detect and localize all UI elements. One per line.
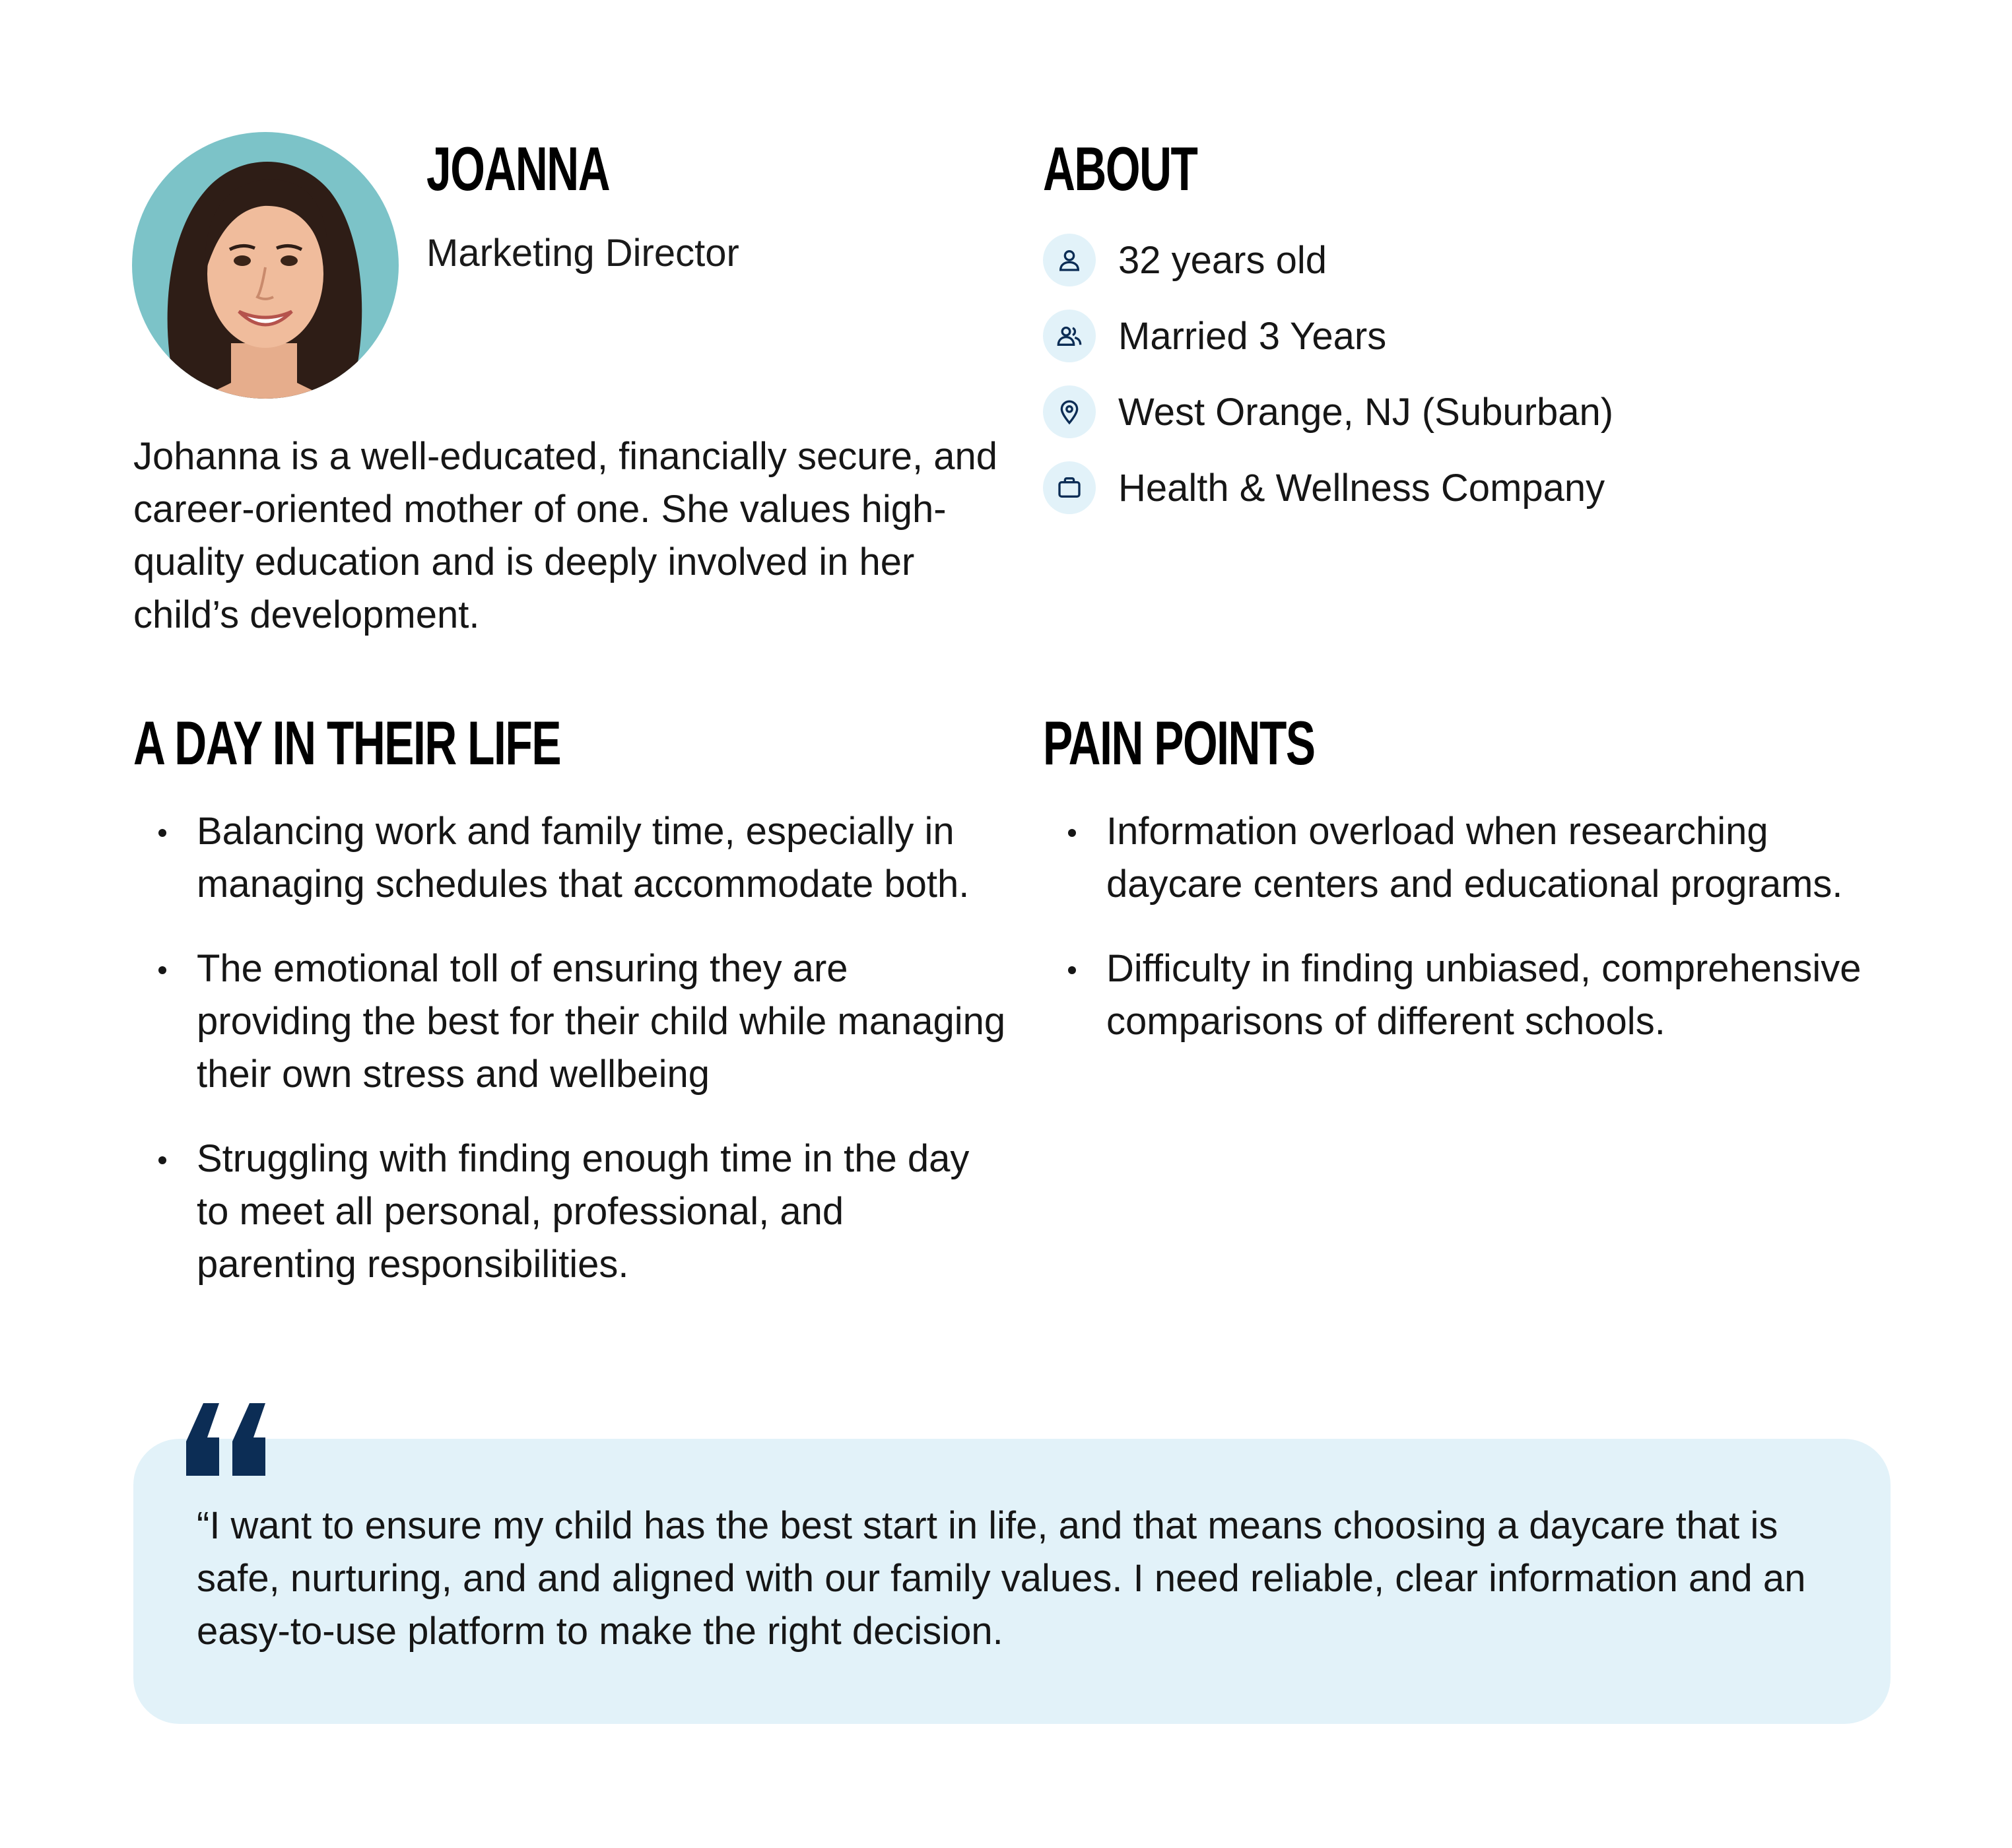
list-item-text: Balancing work and family time, especially in managing schedules that accommodate both. <box>197 810 970 906</box>
quote-mark-icon <box>186 1403 268 1476</box>
bullet-icon <box>158 1156 166 1164</box>
about-text: Health & Wellness Company <box>1118 466 1605 510</box>
bullet-icon <box>1068 829 1076 837</box>
list-item <box>133 1133 1011 1291</box>
list-item-text: Information overload when researching daycare centers and educational programs. <box>1106 810 1843 906</box>
list-item-text: The emotional toll of ensuring they are providing the best for their child while managing their own stress and wellbeing <box>197 947 1006 1096</box>
quote-text: “I want to ensure my child has the best start in life, and that means choosing a daycare that is safe, nurturing, and and aligned with our family values. I need reliable, clear information and an easy-to-use platform to make the right decision. <box>197 1504 1806 1653</box>
pain-points-list <box>1043 805 1901 1080</box>
pain-points-heading: PAIN POINTS <box>1043 708 1315 777</box>
persona-role: Marketing Director <box>426 232 739 275</box>
list-item <box>1043 805 1901 911</box>
list-item-text: Difficulty in finding unbiased, comprehensive comparisons of different schools. <box>1106 947 1861 1043</box>
list-item <box>133 805 1011 911</box>
avatar <box>132 132 399 399</box>
bullet-icon <box>158 829 166 837</box>
about-item-location <box>1043 384 1613 440</box>
persona-bio: Johanna is a well-educated, financially secure, and career-oriented mother of one. She values high-quality education and is deeply involved in her child’s development. <box>133 435 998 636</box>
list-item <box>133 942 1011 1101</box>
people-icon <box>1043 310 1096 362</box>
about-item-marital <box>1043 308 1386 364</box>
about-item-age <box>1043 232 1327 288</box>
bullet-icon <box>158 966 166 974</box>
list-item <box>1043 942 1901 1048</box>
bullet-icon <box>1068 966 1076 974</box>
person-icon <box>1043 234 1096 286</box>
about-text: Married 3 Years <box>1118 314 1387 358</box>
location-pin-icon <box>1043 385 1096 438</box>
list-item-text: Struggling with finding enough time in the day to meet all personal, professional, and parenting responsibilities. <box>197 1137 970 1286</box>
about-text: 32 years old <box>1118 238 1327 282</box>
briefcase-icon <box>1043 461 1096 514</box>
about-heading: ABOUT <box>1043 134 1197 203</box>
persona-name: JOANNA <box>426 134 610 203</box>
day-in-life-heading: A DAY IN THEIR LIFE <box>133 708 561 777</box>
about-item-employer <box>1043 460 1605 515</box>
day-in-life-list <box>133 805 1011 1323</box>
about-text: West Orange, NJ (Suburban) <box>1118 390 1614 434</box>
